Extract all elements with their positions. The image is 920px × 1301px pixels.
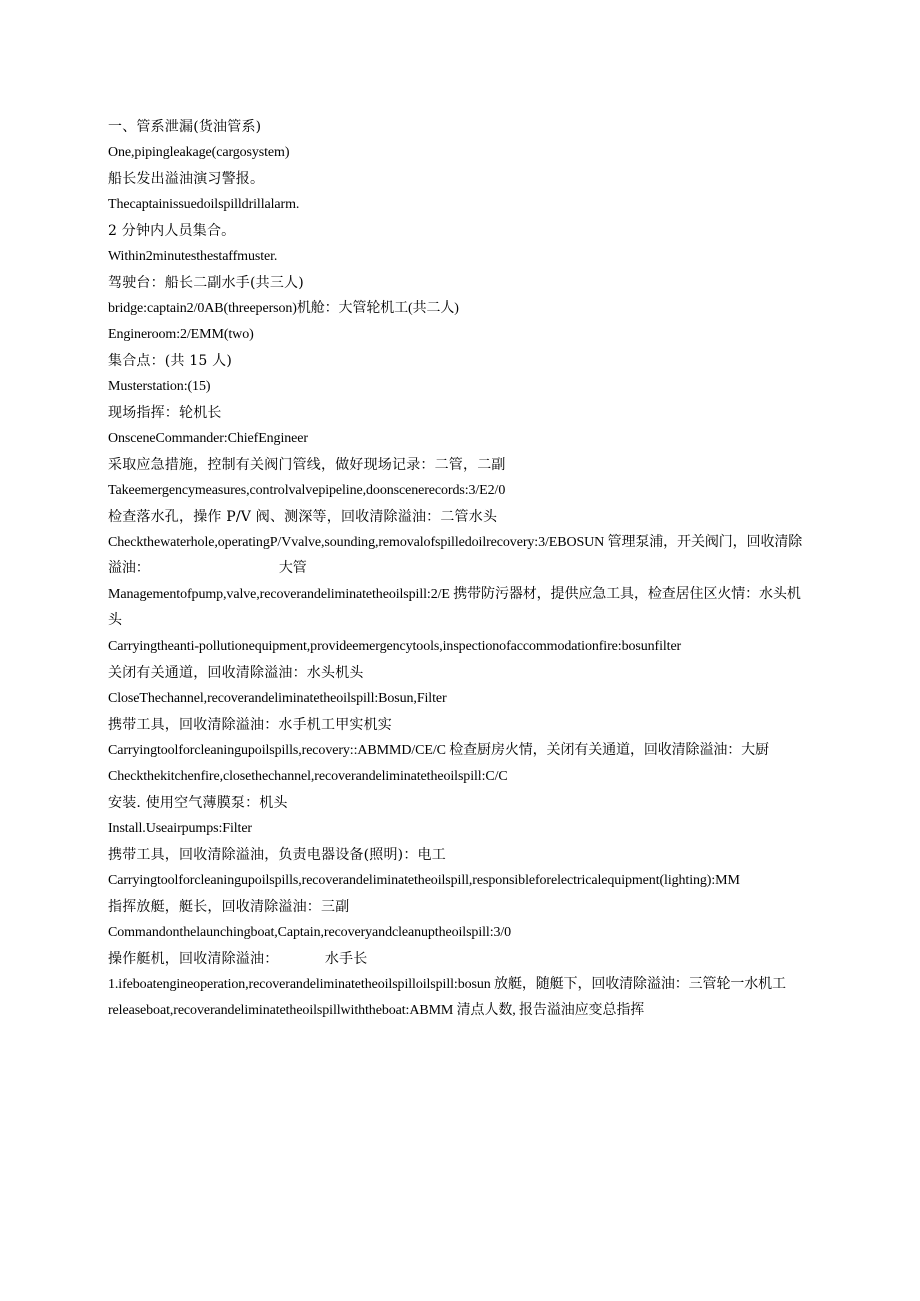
text-line: 采取应急措施，控制有关阀门管线，做好现场记录：二管，二副 (108, 457, 506, 473)
text-line: 携带工具，回收清除溢油：水手机工甲实机实 (108, 717, 392, 733)
text-line: CloseThechannel,recoverandeliminatetheoilspill:Bosun,Filter (108, 691, 447, 706)
text-line: Install.Useairpumps:Filter (108, 821, 252, 836)
text-line: Checkthewaterhole,operatingP/Vvalve,sounding,removalofspilledoilrecovery:3/EBOSUN 管理泵浦，开关阀门，回收清除溢油： 大管 (108, 535, 803, 576)
text-line: Commandonthelaunchingboat,Captain,recoveryandcleanuptheoilspill:3/0 (108, 925, 512, 940)
text-line: Checkthekitchenfire,closethechannel,recoverandeliminatetheoilspill:C/C (108, 769, 508, 784)
text-line: Thecaptainissuedoilspilldrillalarm. (108, 197, 300, 212)
text-line: 船长发出溢油演习警报。 (108, 171, 265, 187)
text-line: releaseboat,recoverandeliminatetheoilspillwiththeboat:ABMM 清点人数, 报告溢油应变总指挥 (108, 1003, 645, 1018)
text-line: 现场指挥：轮机长 (108, 405, 222, 421)
text-line: Engineroom:2/EMM(two) (108, 327, 254, 342)
section-heading-english: One,pipingleakage(cargosystem) (108, 145, 290, 160)
text-line: 2 分钟内人员集合。 (108, 223, 236, 239)
document-body (108, 114, 810, 1024)
text-line: 1.ifeboatengineoperation,recoverandeliminatetheoilspilloilspill:bosun 放艇，随艇下，回收清除溢油：三管轮一水机工 (108, 977, 786, 992)
text-line: Musterstation:(15) (108, 379, 211, 394)
text-line: 检查落水孔，操作 P/V 阀、测深等，回收清除溢油：二管水头 (108, 509, 498, 525)
text-line: 操作艇机，回收清除溢油： 水手长 (108, 951, 368, 967)
text-line: Carryingtoolforcleaningupoilspills,recovery::ABMMD/CE/C 检查厨房火情，关闭有关通道，回收清除溢油：大厨 (108, 743, 769, 758)
section-heading: 一、管系泄漏(货油管系) (108, 119, 262, 135)
text-line: 驾驶台：船长二副水手(共三人) (108, 275, 304, 291)
text-line: 集合点：(共 15 人) (108, 353, 233, 369)
text-line: OnsceneCommander:ChiefEngineer (108, 431, 308, 446)
text-line: 携带工具，回收清除溢油，负责电器设备(照明)：电工 (108, 847, 446, 863)
text-line: 关闭有关通道，回收清除溢油：水头机头 (108, 665, 364, 681)
text-line: 安装. 使用空气薄膜泵：机头 (108, 795, 288, 811)
text-line: Carryingtoolforcleaningupoilspills,recoverandeliminatetheoilspill,responsibleforelectricalequipment(lighting):MM (108, 873, 740, 888)
text-line: Managementofpump,valve,recoverandeliminatetheoilspill:2/E 携带防污器材，提供应急工具，检查居住区火情：水头机头 (108, 587, 801, 628)
text-line: Within2minutesthestaffmuster. (108, 249, 278, 264)
text-line: bridge:captain2/0AB(threeperson)机舱：大管轮机工(共二人) (108, 301, 459, 316)
text-line: Takeemergencymeasures,controlvalvepipeline,doonscenerecords:3/E2/0 (108, 483, 506, 498)
text-line: Carryingtheanti-pollutionequipment,provideemergencytools,inspectionofaccommodationfire:bosunfilter (108, 639, 682, 654)
text-line: 指挥放艇，艇长，回收清除溢油：三副 (108, 899, 350, 915)
